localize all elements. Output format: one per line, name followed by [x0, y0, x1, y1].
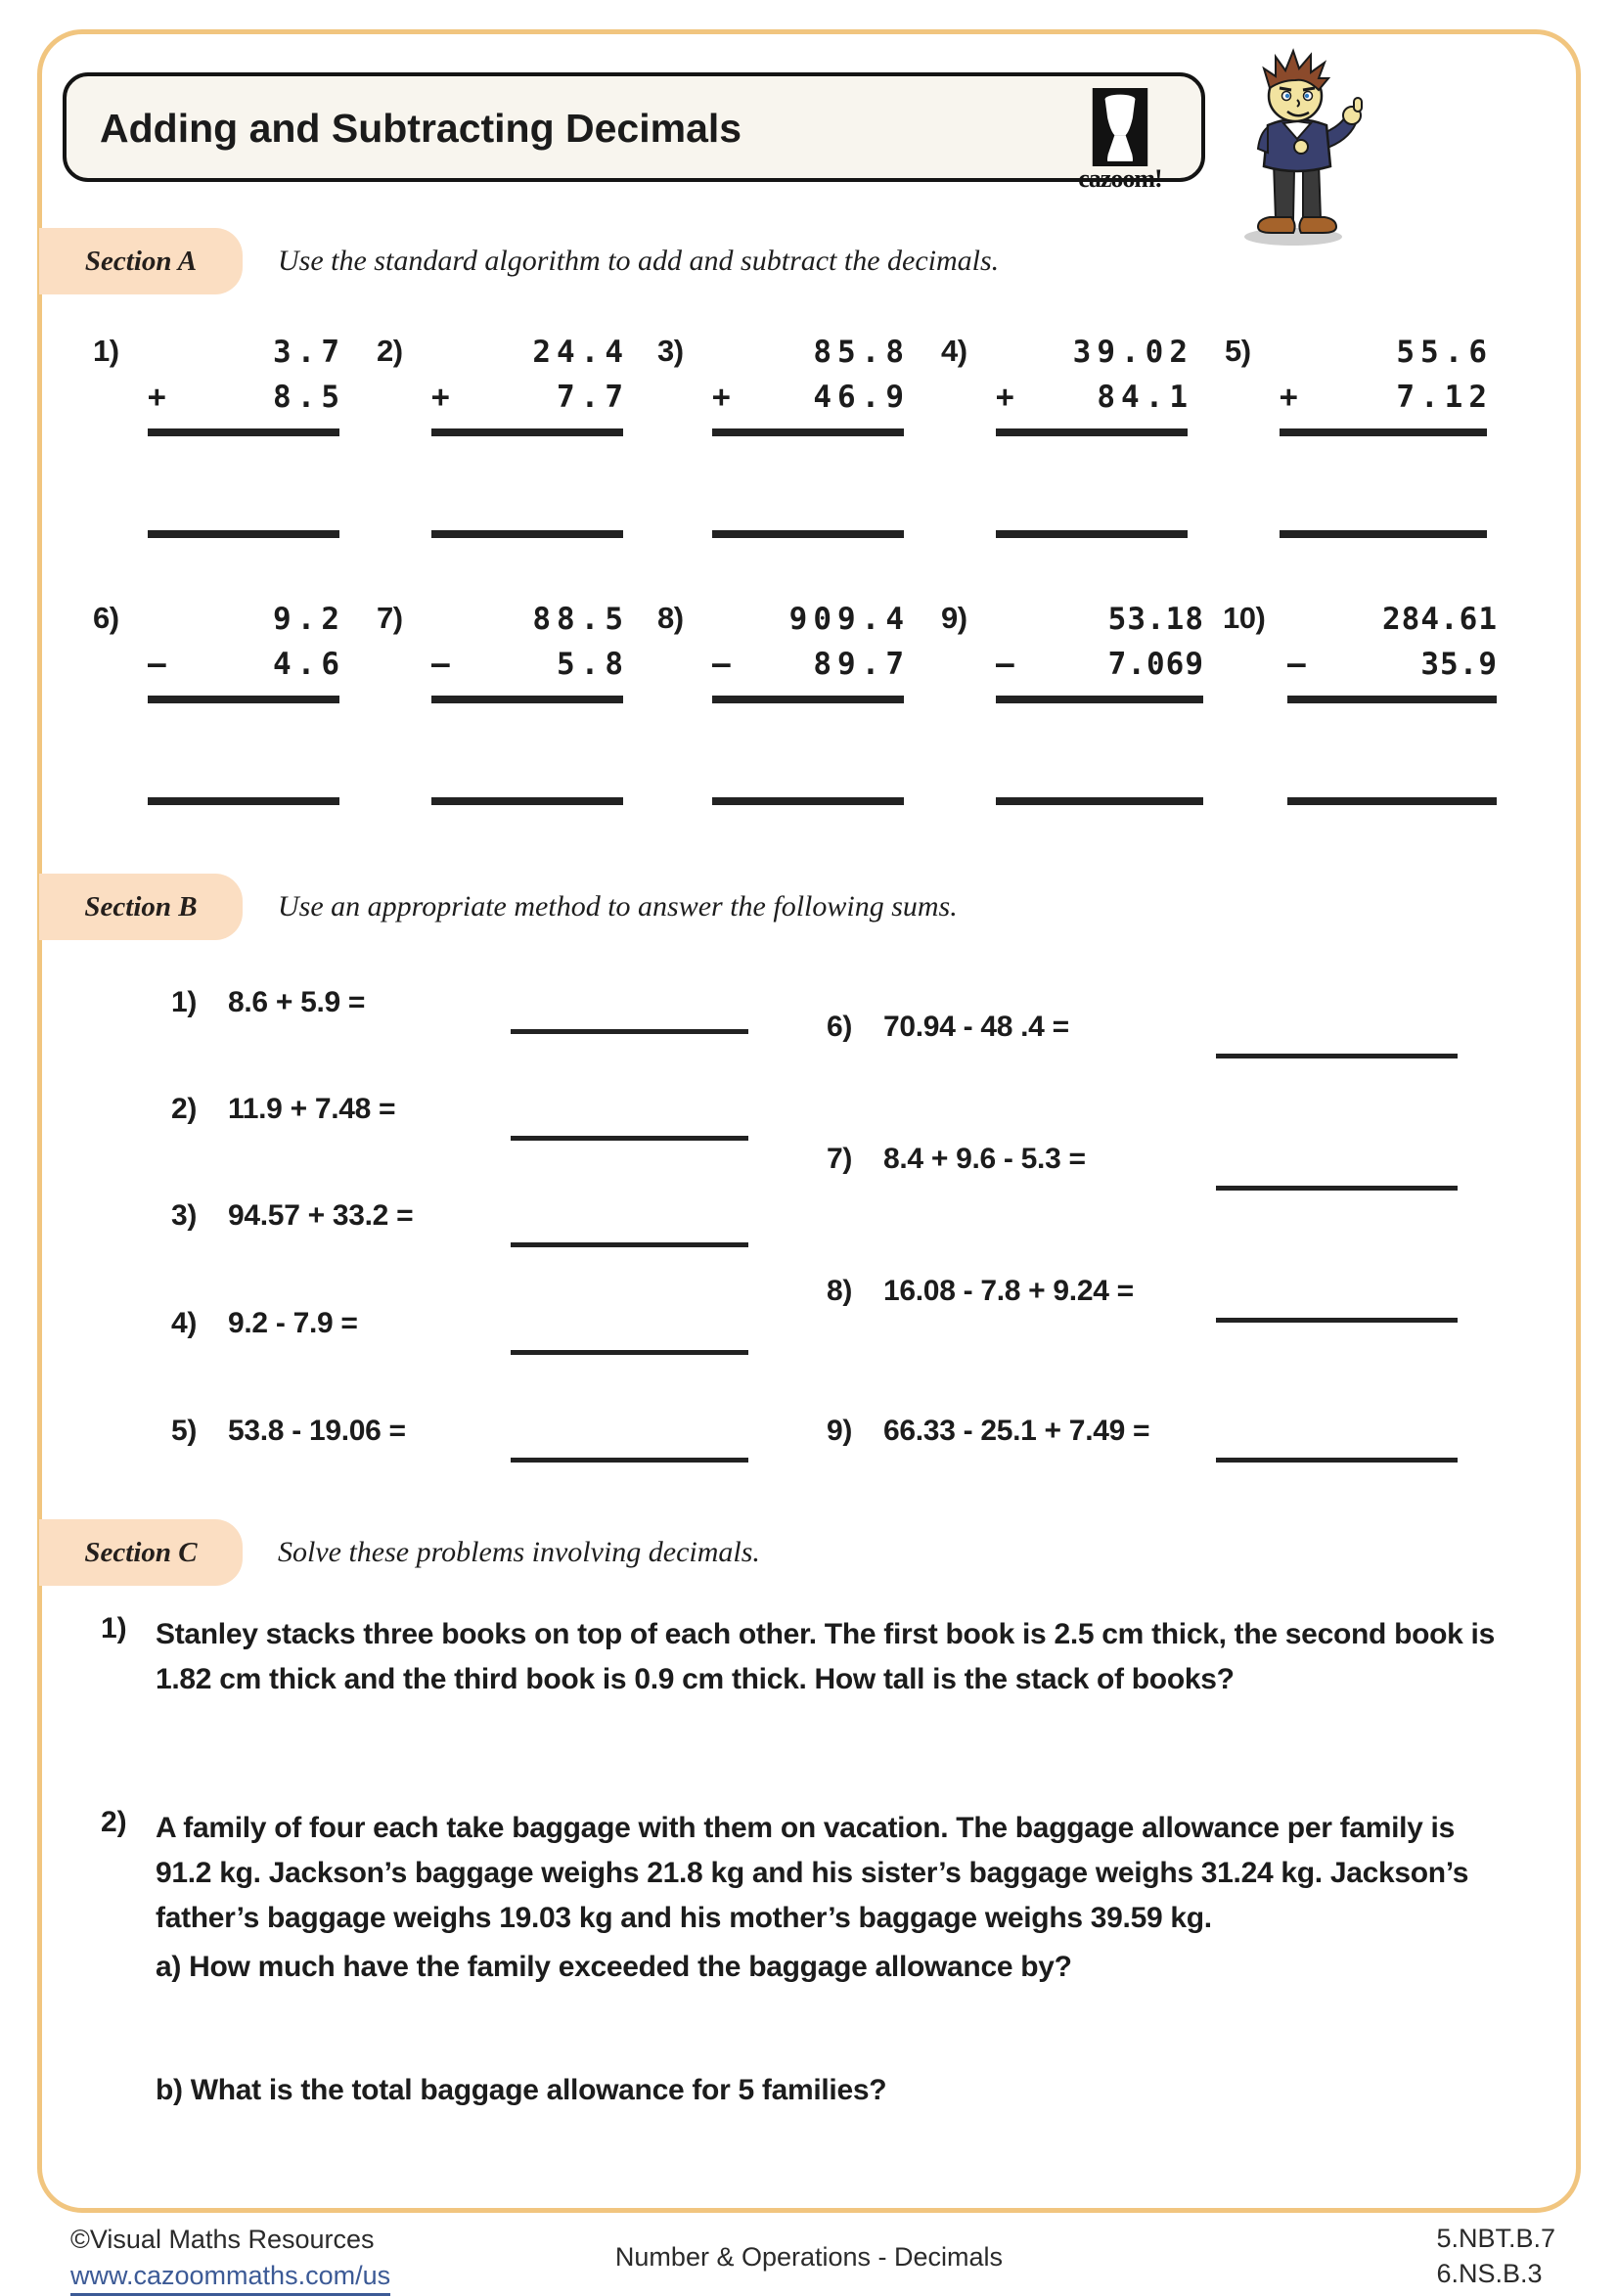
sub-question-b: b) What is the total baggage allowance for 5 families?	[156, 2074, 887, 2106]
column-problem	[1225, 330, 1493, 538]
problem-number: 9)	[941, 601, 967, 635]
top-operand: 53.18	[1107, 602, 1204, 637]
sum-problem	[171, 1415, 406, 1448]
page-title: Adding and Subtracting Decimals	[100, 106, 742, 151]
answer-line	[1216, 1318, 1458, 1323]
sum-problem	[827, 1275, 1134, 1308]
bottom-operand: 7.7	[557, 380, 629, 415]
bottom-operand: 35.9	[1420, 647, 1498, 682]
bottom-operand: 7.12	[1396, 380, 1493, 415]
sum-problem	[171, 1199, 413, 1233]
title-box	[63, 72, 1205, 193]
problem-text: Stanley stacks three books on top of each other. The first book is 2.5 cm thick, the second book is 1.82 cm thick and the third book is 0.9 cm thick. How tall is the stack of books?	[156, 1618, 1495, 1695]
expression: 66.33 - 25.1 + 7.49 =	[883, 1415, 1150, 1447]
problem-number: 4)	[171, 1307, 198, 1339]
expression: 53.8 - 19.06 =	[228, 1415, 406, 1447]
cazoom-logo	[1066, 88, 1174, 194]
answer-line	[511, 1242, 748, 1247]
sum-problem	[827, 1011, 1069, 1044]
problem-number: 7)	[827, 1143, 853, 1175]
section-b-label: Section B	[84, 890, 198, 923]
expression: 8.4 + 9.6 - 5.3 =	[883, 1143, 1086, 1175]
top-operand: 909.4	[788, 602, 910, 637]
problem-number: 10)	[1223, 601, 1266, 635]
operator: –	[1287, 647, 1306, 682]
problem-number: 6)	[93, 601, 119, 635]
section-a-label: Section A	[84, 245, 198, 277]
problem-number: 2)	[101, 1806, 127, 1838]
answer-line	[1287, 797, 1497, 805]
top-operand: 284.61	[1382, 602, 1498, 637]
bottom-operand: 89.7	[813, 647, 910, 682]
column-problem	[93, 330, 345, 538]
problem-number: 2)	[377, 334, 403, 368]
answer-line	[431, 797, 623, 805]
expression: 94.57 + 33.2 =	[228, 1199, 414, 1232]
answer-line	[431, 530, 623, 538]
problem-number: 8)	[657, 601, 684, 635]
standard-code-2: 6.NS.B.3	[1436, 2259, 1543, 2288]
sub-question-a: a) How much have the family exceeded the baggage allowance by?	[156, 1951, 1072, 1983]
problem-number: 1)	[101, 1612, 127, 1644]
top-operand: 88.5	[532, 602, 629, 637]
expression: 70.94 - 48 .4 =	[883, 1011, 1069, 1043]
answer-line	[1216, 1458, 1458, 1463]
answer-line	[1216, 1186, 1458, 1191]
top-operand: 9.2	[273, 602, 345, 637]
column-problem	[941, 330, 1193, 538]
answer-line	[148, 797, 339, 805]
problem-number: 5)	[171, 1415, 198, 1447]
footer-standards	[1436, 2221, 1555, 2291]
mascot-boy-illustration	[1217, 45, 1379, 247]
column-problem	[657, 330, 910, 538]
answer-line	[148, 530, 339, 538]
section-b-instruction: Use an appropriate method to answer the following sums.	[278, 890, 958, 923]
problem-number: 6)	[827, 1011, 853, 1043]
section-b-badge	[39, 874, 243, 940]
section-a-instruction: Use the standard algorithm to add and subtract the decimals.	[278, 245, 1000, 277]
problem-number: 9)	[827, 1415, 853, 1447]
answer-line	[712, 797, 904, 805]
column-problem	[377, 330, 629, 538]
answer-line	[511, 1136, 748, 1141]
problem-text: A family of four each take baggage with them on vacation. The baggage allowance per family is 91.2 kg. Jackson’s baggage weighs 21.8 kg and his sister’s baggage weighs 31.24 kg. Jackson’s father’s baggage weighs 19.03 kg and his mother’s baggage weighs 39.59 kg.	[156, 1812, 1469, 1934]
operator: +	[1280, 380, 1298, 415]
expression: 8.6 + 5.9 =	[228, 986, 366, 1018]
expression: 16.08 - 7.8 + 9.24 =	[883, 1275, 1134, 1307]
column-problem	[657, 597, 910, 805]
column-problem	[1223, 597, 1497, 805]
logo-wordmark: cazoom!	[1078, 164, 1162, 193]
sum-problem	[171, 1093, 395, 1126]
operator: +	[431, 380, 450, 415]
sum-problem	[827, 1143, 1086, 1176]
sum-problem	[827, 1415, 1149, 1448]
section-a-badge	[39, 228, 243, 294]
problem-number: 1)	[93, 334, 119, 368]
section-c-badge	[39, 1519, 243, 1586]
column-problem	[377, 597, 629, 805]
problem-number: 1)	[171, 986, 198, 1018]
top-operand: 3.7	[273, 335, 345, 370]
operator: –	[148, 647, 166, 682]
top-operand: 55.6	[1396, 335, 1493, 370]
operator: +	[712, 380, 731, 415]
word-problem	[101, 1612, 1529, 1702]
sum-problem	[171, 1307, 358, 1340]
operator: –	[712, 647, 731, 682]
bottom-operand: 7.069	[1107, 647, 1204, 682]
word-problem	[101, 1806, 1490, 1984]
problem-number: 4)	[941, 334, 967, 368]
bottom-operand: 5.8	[557, 647, 629, 682]
operator: +	[148, 380, 166, 415]
operator: –	[431, 647, 450, 682]
bottom-operand: 84.1	[1097, 380, 1193, 415]
website-link[interactable]: www.cazoommaths.com/us	[70, 2261, 390, 2296]
answer-line	[712, 530, 904, 538]
bottom-operand: 8.5	[273, 380, 345, 415]
top-operand: 24.4	[532, 335, 629, 370]
answer-line	[996, 530, 1188, 538]
answer-line	[996, 797, 1203, 805]
column-problem	[941, 597, 1203, 805]
problem-number: 5)	[1225, 334, 1251, 368]
top-operand: 39.02	[1072, 335, 1193, 370]
bottom-operand: 46.9	[813, 380, 910, 415]
answer-line	[1280, 530, 1487, 538]
problem-number: 3)	[171, 1199, 198, 1232]
answer-line	[511, 1350, 748, 1355]
answer-line	[511, 1458, 748, 1463]
operator: –	[996, 647, 1014, 682]
djembe-drum-icon	[1092, 88, 1148, 166]
problem-number: 8)	[827, 1275, 853, 1307]
footer-topic: Number & Operations - Decimals	[614, 2242, 1004, 2272]
expression: 9.2 - 7.9 =	[228, 1307, 358, 1339]
expression: 11.9 + 7.48 =	[228, 1093, 396, 1125]
answer-line	[511, 1029, 748, 1034]
problem-number: 3)	[657, 334, 684, 368]
answer-line	[1216, 1054, 1458, 1058]
standard-code-1: 5.NBT.B.7	[1436, 2224, 1555, 2253]
section-c-instruction: Solve these problems involving decimals.	[278, 1536, 760, 1568]
bottom-operand: 4.6	[273, 647, 345, 682]
top-operand: 85.8	[813, 335, 910, 370]
section-c-label: Section C	[84, 1536, 198, 1568]
sum-problem	[171, 986, 365, 1019]
problem-number: 7)	[377, 601, 403, 635]
column-problem	[93, 597, 345, 805]
problem-number: 2)	[171, 1093, 198, 1125]
copyright-text: ©Visual Maths Resources	[70, 2225, 375, 2254]
operator: +	[996, 380, 1014, 415]
